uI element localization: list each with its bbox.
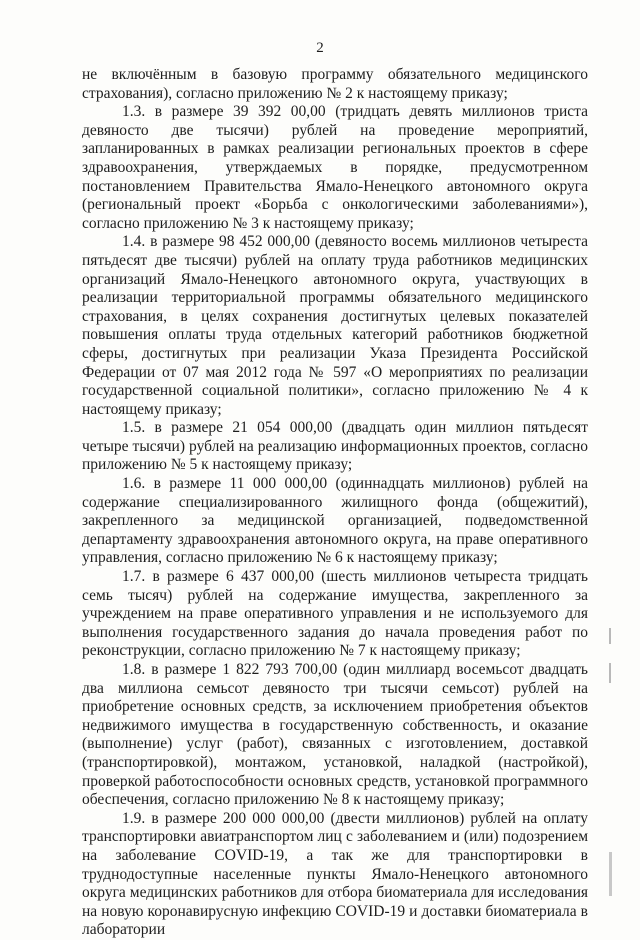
paragraph-item-1-6: 1.6. в размере 11 000 000,00 (одиннадцать миллионов) рублей на содержание специализированного жилищного фонда (общежитий), закрепленного за медицинской организацией, подведомственной департаменту здравоохранения автономного округа, на праве оперативного управления, согласно приложению № 6 к настоящему приказу; (82, 475, 588, 567)
scan-artifact-mark (609, 663, 611, 683)
paragraph-item-1-8: 1.8. в размере 1 822 793 700,00 (один миллиард восемьсот двадцать два миллиона семьсот девяносто три тысячи семьсот) рублей на приобретение основных средств, за исключением приобретения объектов недвижимого имущества в государственную собственность, и оказание (выполнение) услуг (работ), связанных с изготовлением, доставкой (транспортировкой), монтажом, установкой, наладкой (настройкой), проверкой работоспособности основных средств, установкой программного обеспечения, согласно приложению № 8 к настоящему приказу; (82, 661, 588, 809)
paragraph-item-1-9: 1.9. в размере 200 000 000,00 (двести миллионов) рублей на оплату транспортировки авиатранспортом лиц с заболеванием и (или) подозрением на заболевание COVID-19, а так же для транспортировки в труднодоступные населенные пункты Ямало-Ненецкого автономного округа медицинских работников для отбора биоматериала для исследования на новую коронавирусную инфекцию COVID-19 и доставки биоматериала в лаборатории (82, 809, 588, 939)
paragraph-item-1-4: 1.4. в размере 98 452 000,00 (девяносто восемь миллионов четыреста пятьдесят две тысячи) рублей на оплату труда работников медицинских организаций Ямало-Ненецкого автономного округа, участвующих в реализации территориальной программы обязательного медицинского страхования, в целях сохранения достигнутых целевых показателей повышения оплаты труда отдельных категорий работников бюджетной сферы, достигнутых при реализации Указа Президента Российской Федерации от 07 мая 2012 года № 597 «О мероприятиях по реализации государственной социальной политики», согласно приложению № 4 к настоящему приказу; (82, 233, 588, 418)
paragraph-continuation: не включённым в базовую программу обязательного медицинского страхования), согласно приложению № 2 к настоящему приказу; (82, 66, 588, 102)
document-body (82, 66, 588, 940)
paragraph-item-1-3: 1.3. в размере 39 392 00,00 (тридцать девять миллионов триста девяносто две тысячи) рублей на проведение мероприятий, запланированных в рамках реализации региональных проектов в сфере здравоохранения, утверждаемых в порядке, предусмотренном постановлением Правительства Ямало-Ненецкого автономного округа (региональный проект «Борьба с онкологическими заболеваниями»), согласно приложению № 3 к настоящему приказу; (82, 103, 588, 232)
page-number: 2 (316, 40, 324, 56)
scan-artifact-mark (609, 628, 611, 644)
paragraph-item-1-5: 1.5. в размере 21 054 000,00 (двадцать один миллион пятьдесят четыре тысячи) рублей на реализацию информационных проектов, согласно приложению № 5 к настоящему приказу; (82, 419, 588, 474)
scan-artifact-mark (609, 852, 612, 896)
paragraph-item-1-7: 1.7. в размере 6 437 000,00 (шесть миллионов четыреста тридцать семь тысяч) рублей на содержание имущества, закрепленного за учреждением на праве оперативного управления и не используемого для выполнения государственного задания до начала проведения работ по реконструкции, согласно приложению № 7 к настоящему приказу; (82, 568, 588, 660)
